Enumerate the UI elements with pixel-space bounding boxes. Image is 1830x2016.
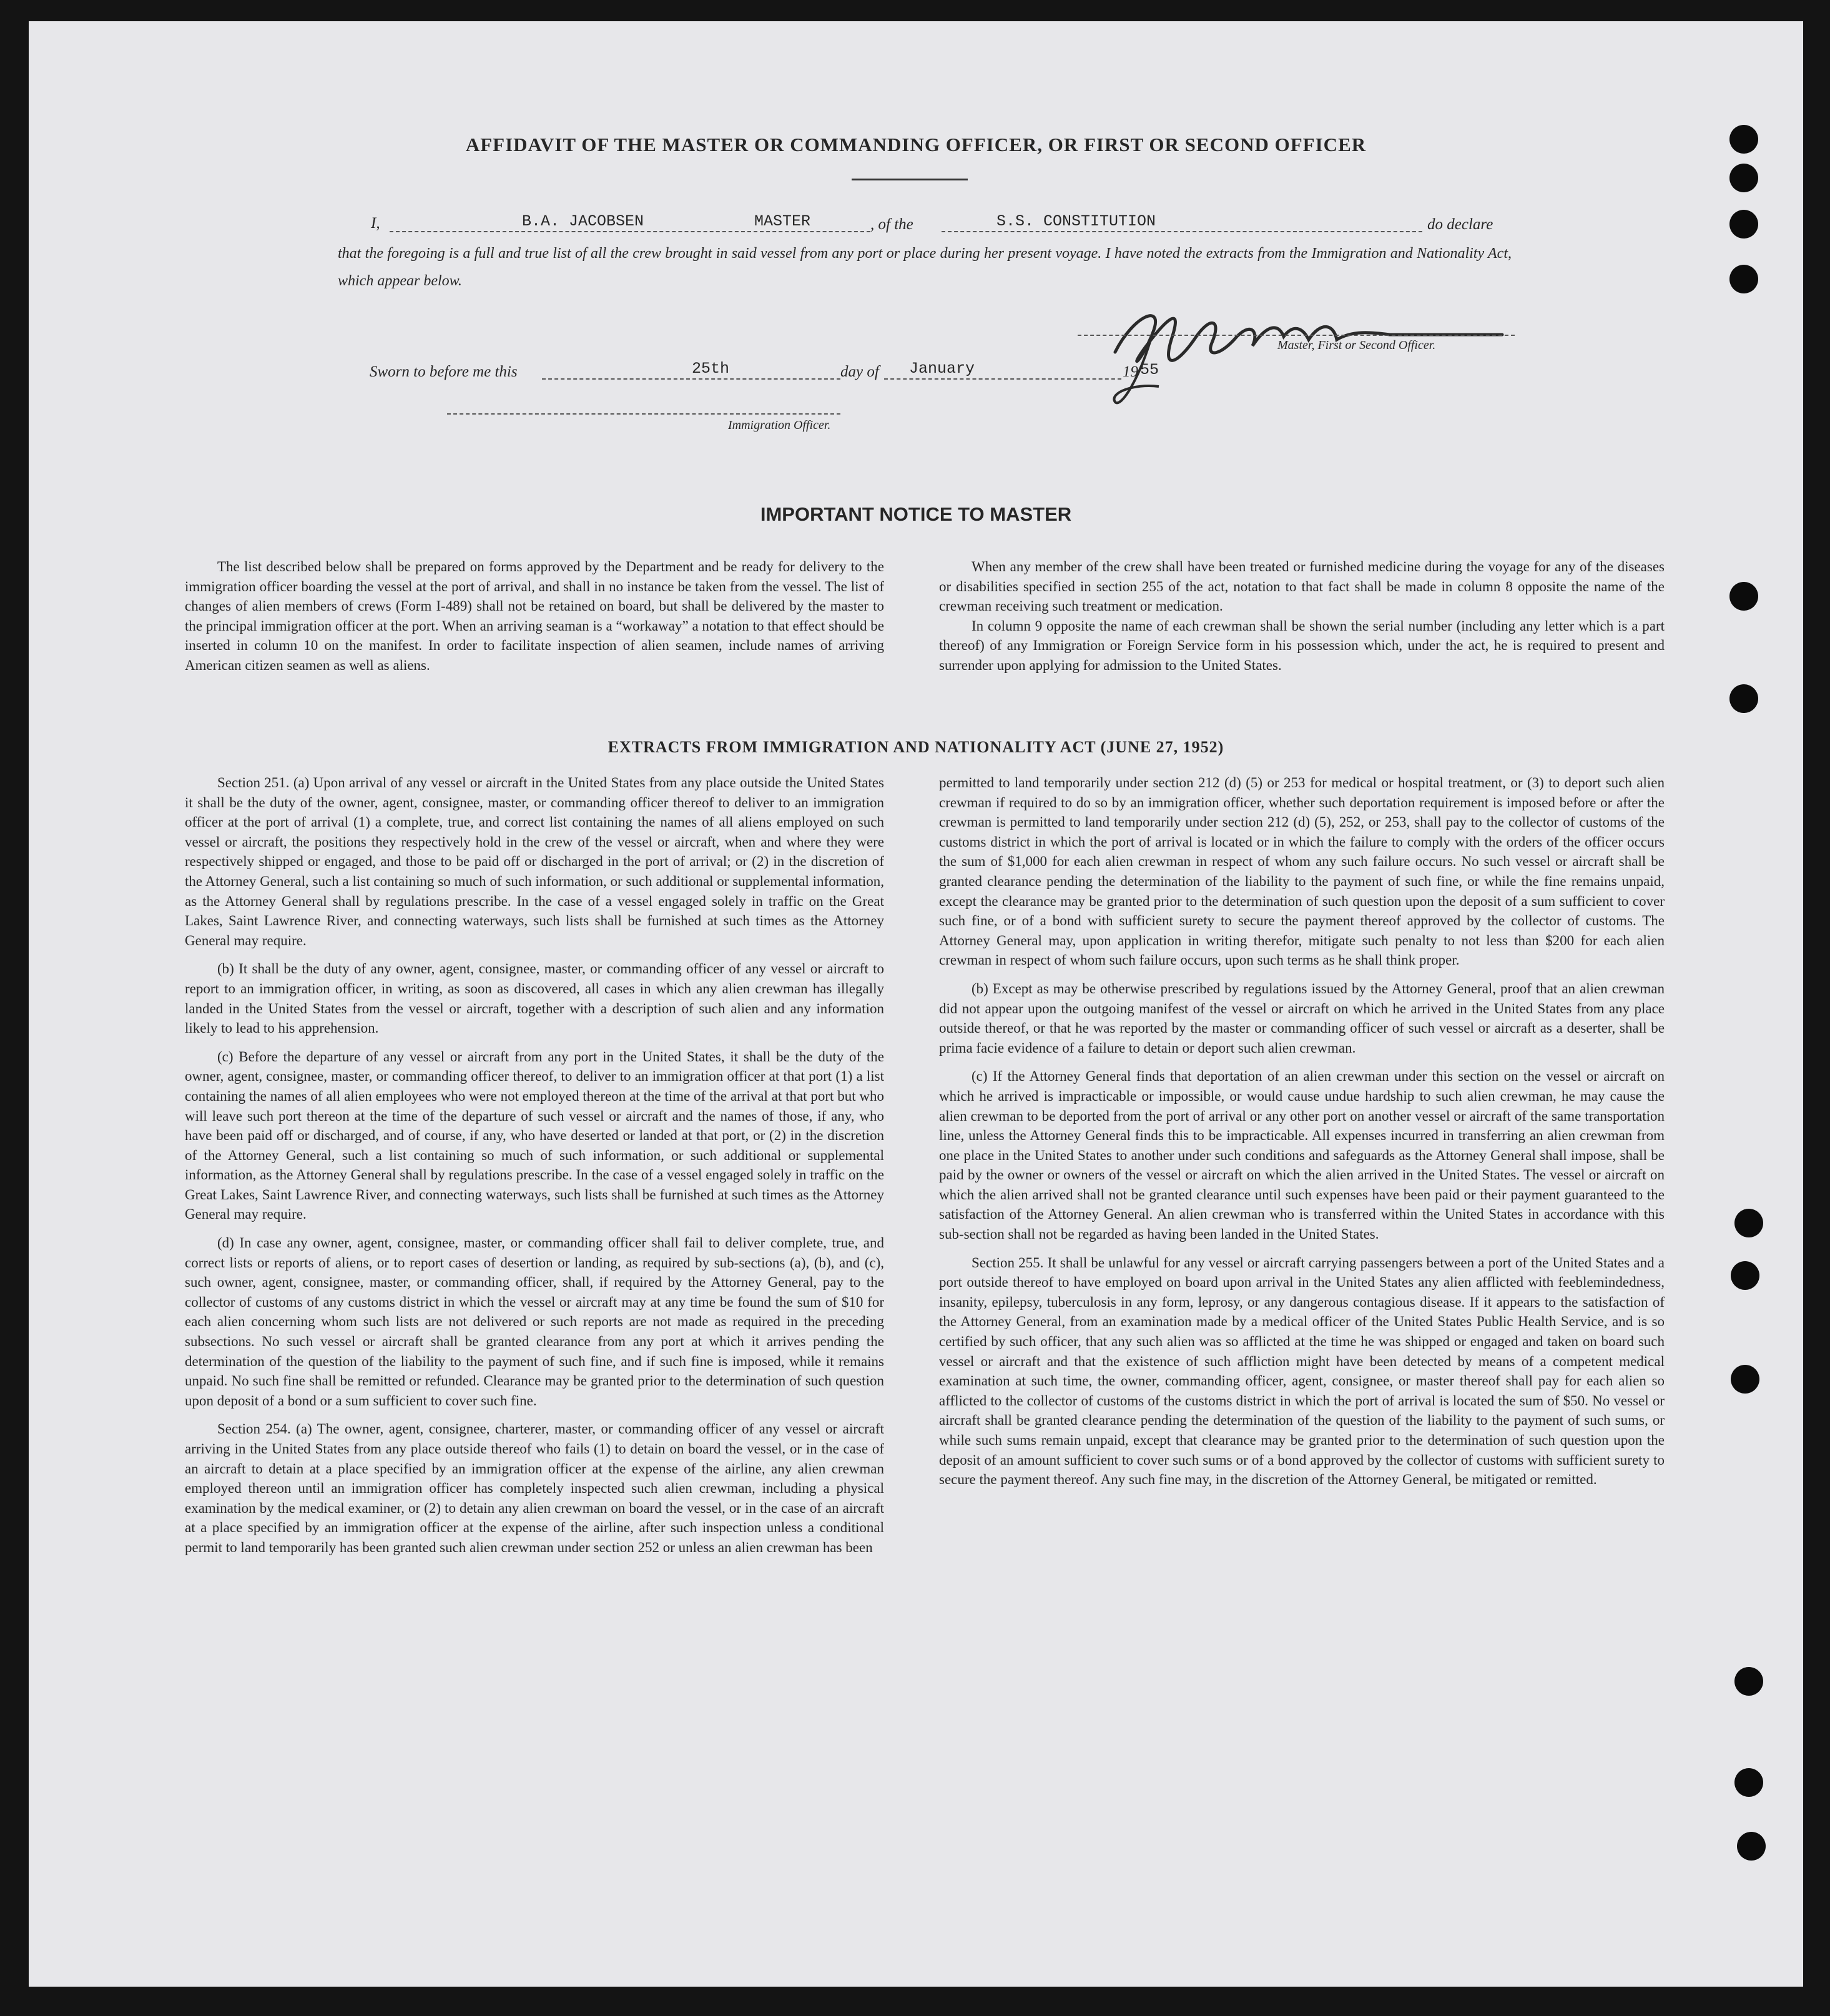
year-suffix: 55 (1140, 361, 1159, 379)
master-rank: MASTER (754, 212, 811, 230)
punch-hole (1737, 1832, 1766, 1861)
officer-caption: Immigration Officer. (728, 418, 831, 432)
year-prefix: 19 (1123, 363, 1138, 380)
affidavit-title: AFFIDAVIT OF THE MASTER OR COMMANDING OFFICER, OR FIRST OR SECOND OFFICER (465, 134, 1367, 155)
name-line (390, 231, 870, 232)
section-254-c: (c) If the Attorney General finds that deportation of an alien crewman under this section on the vessel or aircraft on which he arrived is impracticable or impossible, or would cause undue hardship to such alien crewman, he may cause the alien crewman to be deported from the port of arrival or any other port on another vessel or aircraft of the same transportation line, unless the Attorney General finds this to be impracticable. All expenses incurred in transferring an alien crewman from one place in the United States to another under such conditions and safeguards as the Attorney General shall impose, shall be paid by the owner or owners of the vessel or aircraft on which the alien arrived in the United States. The vessel or aircraft on which the alien arrived shall not be granted clearance until such expenses have been paid or their payment guaranteed to the satisfaction of the Attorney General. An alien crewman who is transferred within the United States in accordance with this sub-section shall not be regarded as having been landed in the United States. (939, 1068, 1665, 1242)
vessel-name: S.S. CONSTITUTION (996, 212, 1156, 230)
section-254-a: Section 254. (a) The owner, agent, consignee, charterer, master, or commanding officer of any vessel or aircraft arriving in the United States from any place outside thereof who fails (1) to detain on board the vessel, or in the case of an aircraft to detain at a place specified by an immigration officer at the expense of the airline, any alien crewman employed thereon until an immigration officer has completely inspected such alien crewman, including a physical examination by the medical examiner, or (2) to detain any alien crewman on board the vessel, or in the case of an aircraft at a place specified by an immigration officer at the expense of the airline, after such inspection unless a conditional permit to land temporarily has been granted such alien crewman under section 252 or unless an alien crewman has been (185, 1421, 884, 1555)
extracts-title: EXTRACTS FROM IMMIGRATION AND NATIONALITY ACT (JUNE 27, 1952) (608, 738, 1224, 756)
notice-left (185, 557, 884, 684)
notice-left-text: The list described below shall be prepared on forms approved by the Department and be ready for delivery to the immigration officer boarding the vessel at the port of arrival, and shall in no instance be taken from the vessel. The list of changes of alien members of crews (Form I-489) shall not be retained on board, but shall be delivered by the master to the principal immigration officer at the port. When an arriving seaman is a “workaway” a notation to that effect should be inserted in column 10 on the manifest. In order to facilitate inspection of alien seamen, include names of arriving American citizen seamen as well as aliens. (185, 559, 884, 673)
officer-line (447, 413, 840, 415)
vessel-line (942, 231, 1422, 232)
section-251-d: (d) In case any owner, agent, consignee, master, or commanding officer shall fail to deliver complete, true, and correct lists or reports of aliens, or to report cases of desertion or landing, as required by sub-sections (a), (b), and (c), such owner, agent, consignee, master, or commanding officer, shall, if required by the Attorney General, pay to the collector of customs of any customs district in which the vessel or aircraft may at any time be found the sum of $10 for each alien concerning whom such lists are not delivered or such reports are not made as required in the preceding subsections. No such vessel or aircraft shall be granted clearance from any port at which it arrives pending the determination of the question of the liability to the payment of such fine, and if such fine is imposed, while it remains unpaid. No such fine shall be remitted or refunded. Clearance may be granted prior to the determination of such question upon deposit of a bond or a sum sufficient to cover such fine. (185, 1235, 884, 1409)
punch-hole (1729, 125, 1758, 154)
section-251-b: (b) It shall be the duty of any owner, agent, consignee, master, or commanding officer of any vessel or aircraft to report to an immigration officer, in writing, as soon as discovered, all cases in which any alien crewman has illegally landed in the United States from the vessel or aircraft, together with a description of such alien and any information likely to lead to his apprehension. (185, 961, 884, 1036)
extracts-right-column (939, 773, 1665, 1753)
signature-line (1078, 335, 1515, 336)
punch-hole (1729, 210, 1758, 238)
section-251-a: Section 251. (a) Upon arrival of any vessel or aircraft in the United States from any place outside the United States it shall be the duty of the owner, agent, consignee, master, or commanding officer thereof to deliver to an immigration officer at the port of arrival (1) a complete, true, and correct list containing the names of all aliens employed on such vessel or aircraft, the positions they respectively hold in the crew of the vessel or aircraft, when and where they were respectively shipped or engaged, and those to be paid off or discharged in the port of arrival; or (2) in the discretion of the Attorney General, such a list containing so much of such information, or such additional or supplemental information, as the Attorney General shall by regulations prescribe. In the case of a vessel engaged solely in traffic on the Great Lakes, Saint Lawrence River, and connecting waterways, such lists shall be furnished at such times as the Attorney General may require. (185, 775, 884, 948)
punch-hole (1731, 1365, 1759, 1394)
document-page (29, 21, 1803, 1987)
punch-hole (1734, 1209, 1763, 1237)
section-254-b: (b) Except as may be otherwise prescribed by regulations issued by the Attorney General, proof that an alien crewman did not appear upon the outgoing manifest of the vessel or aircraft on which he arrived in the United States from any place outside thereof, or that he was reported by the master or commanding officer of such vessel or aircraft as a deserter, shall be prima facie evidence of a failure to detain or deport such alien crewman. (939, 980, 1665, 1056)
section-251-c: (c) Before the departure of any vessel or aircraft from any port in the United States, it shall be the duty of the owner, agent, consignee, master, or commanding officer thereof, to deliver to an immigration officer at that port (1) a list containing the names of all alien employees who were not employed thereon at the time of the arrival at that port but who will leave such port thereon at the time of the departure of such vessel or aircraft and the names of those, if any, who have been paid off or discharged, and of course, if any, who have deserted or landed at that port, or (2) in the discretion of the Attorney General, such a list containing so much of such information, or such additional or supplemental information, as the Attorney General shall by regulations prescribe. In the case of a vessel engaged solely in traffic on the Great Lakes, Saint Lawrence River, and connecting waterways, such lists shall be furnished at such times as the Attorney General may require. (185, 1048, 884, 1222)
sworn-day: 25th (692, 360, 730, 378)
extracts-left-column (185, 773, 884, 1753)
day-line (542, 378, 840, 380)
sworn-month: January (909, 360, 975, 378)
sworn-label: Sworn to before me this (370, 363, 518, 380)
punch-hole (1729, 684, 1758, 713)
notice-right-text-2: In column 9 opposite the name of each crewman shall be shown the serial number (including any letter which is a part thereof) of any Immigration or Foreign Service form in his possession which, under the act, he is required to present and surrender upon applying for admission to the United States. (939, 617, 1665, 673)
punch-hole (1734, 1768, 1763, 1797)
affidavit-statement: that the foregoing is a full and true list of all the crew brought in said vessel from any port or place during her present voyage. I have noted the extracts from the Immigration and Nationality Act, which appear below. (338, 245, 1512, 289)
of-the-label: , of the (870, 216, 913, 233)
punch-hole (1729, 582, 1758, 611)
master-name: B.A. JACOBSEN (522, 212, 644, 230)
title-rule (852, 179, 968, 180)
signer-caption: Master, First or Second Officer. (1277, 338, 1436, 352)
punch-hole (1729, 164, 1758, 192)
i-label: I, (371, 215, 380, 232)
notice-right (939, 557, 1665, 684)
do-declare-label: do declare (1427, 216, 1493, 233)
day-of-label: day of (840, 363, 879, 380)
punch-hole (1734, 1667, 1763, 1696)
notice-title: IMPORTANT NOTICE TO MASTER (760, 503, 1072, 525)
notice-right-text-1: When any member of the crew shall have been treated or furnished medicine during the voyage for any of the diseases or disabilities specified in section 255 of the act, notation to that fact shall be made in column 8 opposite the name of the crewman receiving such treatment or medication. (939, 559, 1665, 614)
punch-hole (1729, 265, 1758, 293)
month-line (884, 378, 1121, 380)
section-255: Section 255. It shall be unlawful for any vessel or aircraft carrying passengers between a port of the United States and a port outside thereof to have employed on board upon arrival in the United States any alien afflicted with feeblemindedness, insanity, epilepsy, tuberculosis in any form, leprosy, or any dangerous contagious disease. If it appears to the satisfaction of the Attorney General, from an examination made by a medical officer of the United States Public Health Service, and is so certified by such officer, that any such alien was so afflicted at the time he was shipped or engaged and taken on board such vessel or aircraft and that the existence of such affliction might have been detected by means of a competent medical examination at such time, the owner, commanding officer, agent, consignee, or master thereof shall pay for each alien so afflicted to the collector of customs of the customs district in which the port of arrival is located the sum of $50. No vessel or aircraft shall be granted clearance pending the determination of the question of the liability to the payment of such sums, or while such sums remain unpaid, except that clearance may be granted prior to the determination of such question upon the deposit of an amount sufficient to cover such sums or of a bond approved by the collector of customs with sufficient surety to secure the payment thereof. Any such fine may, in the discretion of the Attorney General, be mitigated or remitted. (939, 1254, 1665, 1488)
punch-hole (1731, 1261, 1759, 1290)
section-254-a-cont: permitted to land temporarily under section 212 (d) (5) or 253 for medical or hospital treatment, or (3) to deport such alien crewman if required to do so by an immigration officer, whether such deportation requirement is imposed before or after the crewman is permitted to land temporarily under section 212 (d) (5), 252, or 253, shall pay to the collector of customs of the customs district in which the port of arrival is located or in which the failure to comply with the orders of the officer occurs the sum of $1,000 for each alien crewman in respect of whom any such failure occurs. No such vessel or aircraft shall be granted clearance pending the determination of the liability to the payment of such fine, or while the fine remains unpaid, except the clearance may be granted prior to the determination of such question upon the deposit of a sum sufficient to cover such fine, or of a bond with sufficient surety to secure the payment thereof approved by the collector of customs. The Attorney General may, upon application in writing therefor, mitigate such penalty to not less than $200 for each alien crewman in respect of whom such failure occurs, upon such terms as he shall think proper. (939, 775, 1665, 968)
